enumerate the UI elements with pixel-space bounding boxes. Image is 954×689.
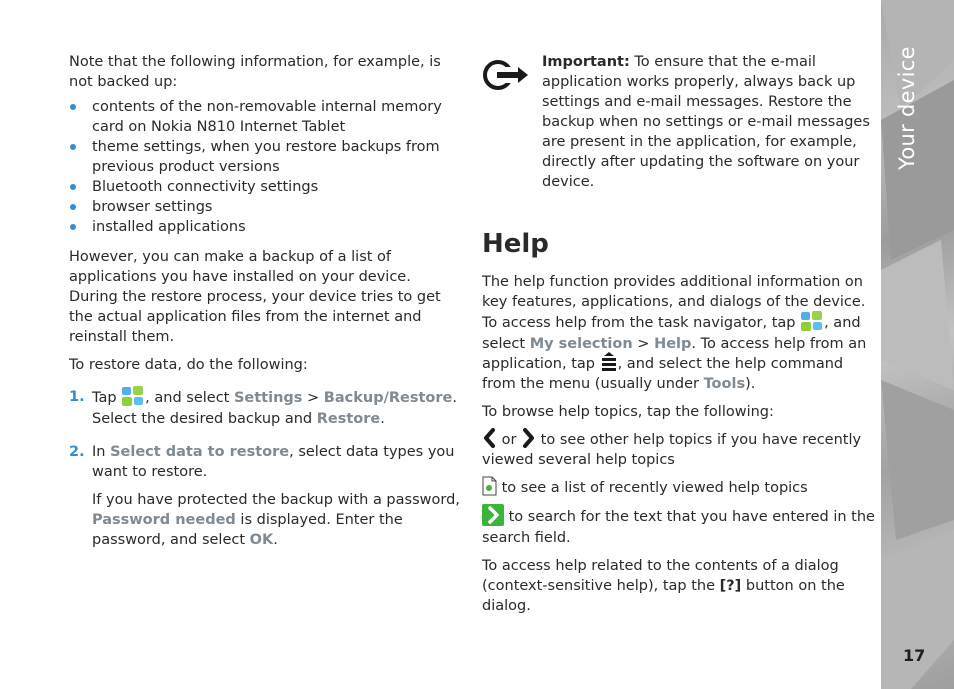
ok-label: OK	[249, 532, 274, 548]
applications-icon	[800, 310, 824, 332]
step-2-password-note: If you have protected the backup with a password, Password needed is displayed. Enter the password, and select OK.	[92, 492, 460, 548]
help-menu-label: Help	[654, 336, 692, 352]
bullet-icon	[70, 184, 76, 190]
backup-restore-label: Backup/Restore	[323, 390, 453, 406]
go-search-item: to search for the text that you have entered in the search field.	[482, 506, 877, 548]
help-paragraph: The help function provides additional information on key features, applications, and dialogs of the device. To access help from the task navigator, tap , and select My selection > Help. To access help from an application, tap , and select the help command from the menu (usually under Tools).	[482, 274, 867, 392]
intro-text: Note that the following information, for example, is not backed up:	[69, 54, 441, 90]
help-button-label: [?]	[719, 578, 742, 594]
restore-label: Restore	[316, 411, 381, 427]
app-backup-paragraph: However, you can make a backup of a list of applications you have installed on your device. During the restore process, your device tries to get the actual application files from the internet and reinstall them.	[69, 249, 441, 345]
list-item: installed applications	[69, 217, 464, 237]
tools-label: Tools	[703, 376, 746, 392]
browse-intro: To browse help topics, tap the following:	[482, 404, 774, 420]
bullet-icon	[70, 224, 76, 230]
go-search-icon	[482, 504, 504, 526]
nav-arrows-item: or to see other help topics if you have recently viewed several help topics	[482, 430, 877, 470]
step-2: 2. In Select data to restore, select data types you want to restore.	[69, 444, 455, 480]
bullet-icon	[70, 204, 76, 210]
important-note	[482, 52, 877, 192]
select-data-label: Select data to restore	[110, 444, 290, 460]
back-arrow-icon	[482, 428, 497, 448]
list-item: Bluetooth connectivity settings	[69, 177, 464, 197]
help-heading: Help	[482, 229, 549, 259]
important-note-icon	[482, 58, 530, 98]
context-help-paragraph: To access help related to the contents of a dialog (context-sensitive help), tap the [?] button on the dialog.	[482, 558, 845, 614]
forward-arrow-icon	[521, 428, 536, 448]
not-backed-up-list	[69, 97, 464, 237]
step-number: 2.	[69, 444, 85, 460]
settings-menu-label: Settings	[233, 390, 303, 406]
list-item: browser settings	[69, 197, 464, 217]
page-number: 17	[903, 646, 926, 665]
menu-icon	[600, 352, 618, 372]
list-item: contents of the non-removable internal memory card on Nokia N810 Internet Tablet	[69, 97, 464, 137]
right-column	[482, 52, 877, 616]
document-item: to see a list of recently viewed help topics	[482, 478, 877, 498]
bullet-icon	[70, 144, 76, 150]
restore-intro: To restore data, do the following:	[69, 357, 308, 373]
my-selection-label: My selection	[529, 336, 633, 352]
password-needed-label: Password needed	[92, 512, 236, 528]
left-column	[69, 52, 464, 550]
step-number: 1.	[69, 389, 85, 405]
step-1: 1. Tap , and select Settings > Backup/Restore. Select the desired backup and Restore.	[69, 387, 464, 429]
applications-icon	[121, 385, 145, 407]
document-icon	[482, 476, 497, 496]
important-label: Important:	[542, 54, 630, 70]
list-item: theme settings, when you restore backups from previous product versions	[69, 137, 464, 177]
important-text: To ensure that the e-mail application works properly, always back up settings and e-mail messages. Restore the backup when no settings or e-mail messages are present in the application, for example, directly after updating the software on your device.	[542, 54, 870, 190]
section-title: Your device	[895, 46, 919, 170]
bullet-icon	[70, 104, 76, 110]
